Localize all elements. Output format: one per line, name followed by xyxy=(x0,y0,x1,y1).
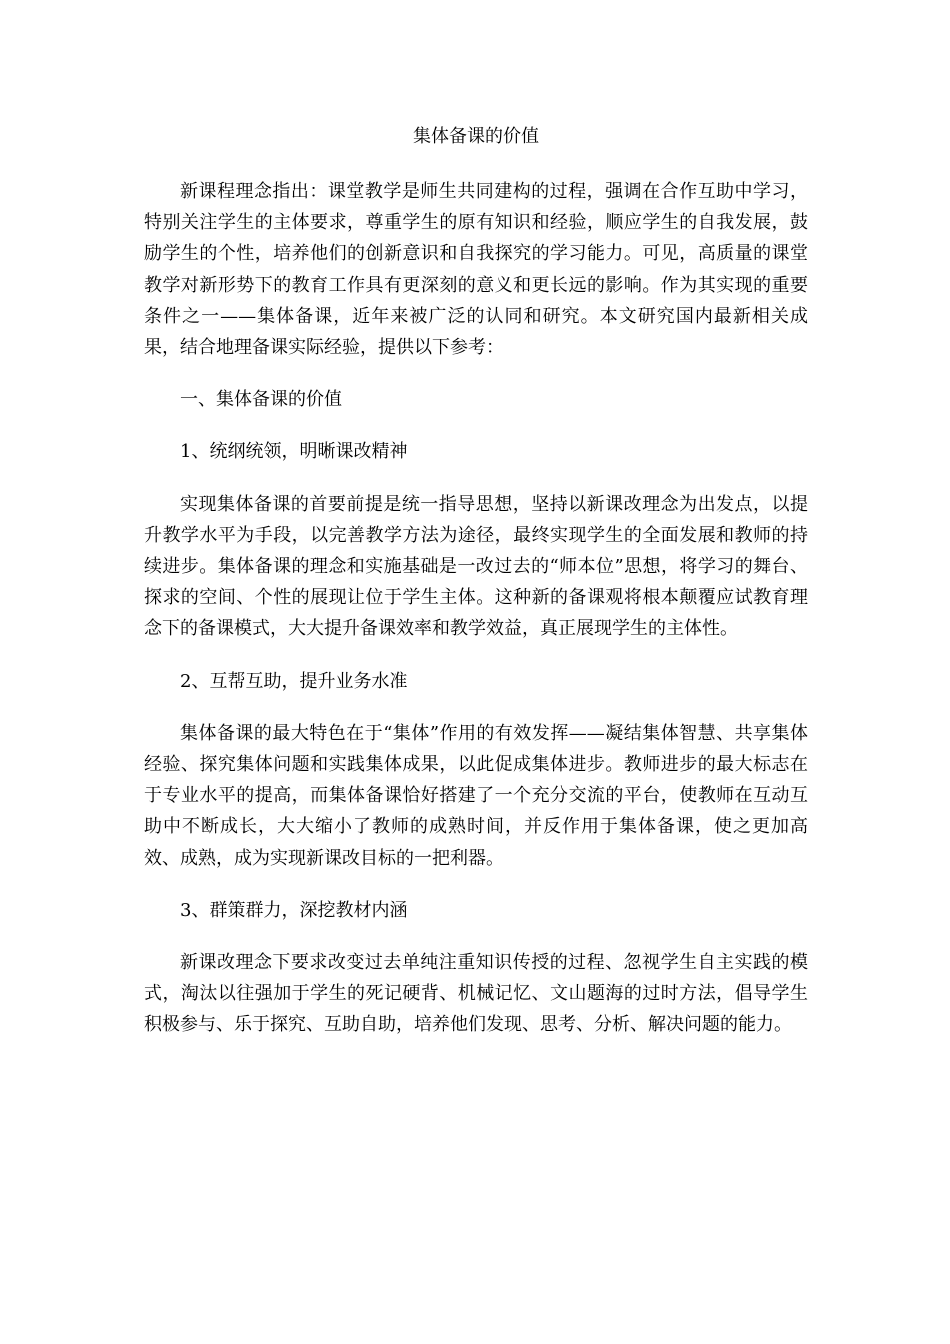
subsection-heading-3: 3、群策群力，深挖教材内涵 xyxy=(180,899,408,921)
body-paragraph-2: 集体备课的最大特色在于“集体”作用的有效发挥——凝结集体智慧、共享集体经验、探究集体问题和实践集体成果，以此促成集体进步。教师进步的最大标志在于专业水平的提高，而集体备课恰好搭建了一个充分交流的平台，使教师在互动互助中不断成长，大大缩小了教师的成熟时间，并反作用于集体备课，使之更加高效、成熟，成为实现新课改目标的一把利器。 xyxy=(144,722,808,869)
intro-paragraph: 新课程理念指出：课堂教学是师生共同建构的过程，强调在合作互助中学习，特别关注学生的主体要求，尊重学生的原有知识和经验，顺应学生的自我发展，鼓励学生的个性，培养他们的创新意识和自我探究的学习能力。可见，高质量的课堂教学对新形势下的教育工作具有更深刻的意义和更长远的影响。作为其实现的重要条件之一——集体备课，近年来被广泛的认同和研究。本文研究国内最新相关成果，结合地理备课实际经验，提供以下参考： xyxy=(144,181,808,359)
body-paragraph-3: 新课改理念下要求改变过去单纯注重知识传授的过程、忽视学生自主实践的模式，淘汰以往强加于学生的死记硬背、机械记忆、文山题海的过时方法，倡导学生积极参与、乐于探究、互助自助，培养他们发现、思考、分析、解决问题的能力。 xyxy=(144,952,808,1036)
subsection-heading-2: 2、互帮互助，提升业务水准 xyxy=(180,670,408,692)
document-page xyxy=(144,120,808,1062)
document-title: 集体备课的价值 xyxy=(413,126,539,147)
section-heading-1: 一、集体备课的价值 xyxy=(180,389,342,411)
subsection-heading-1: 1、统纲统领，明晰课改精神 xyxy=(180,441,408,463)
body-paragraph-1: 实现集体备课的首要前提是统一指导思想，坚持以新课改理念为出发点，以提升教学水平为手段，以完善教学方法为途径，最终实现学生的全面发展和教师的持续进步。集体备课的理念和实施基础是一改过去的“师本位”思想，将学习的舞台、探求的空间、个性的展现让位于学生主体。这种新的备课观将根本颠覆应试教育理念下的备课模式，大大提升备课效率和教学效益，真正展现学生的主体性。 xyxy=(144,493,808,640)
